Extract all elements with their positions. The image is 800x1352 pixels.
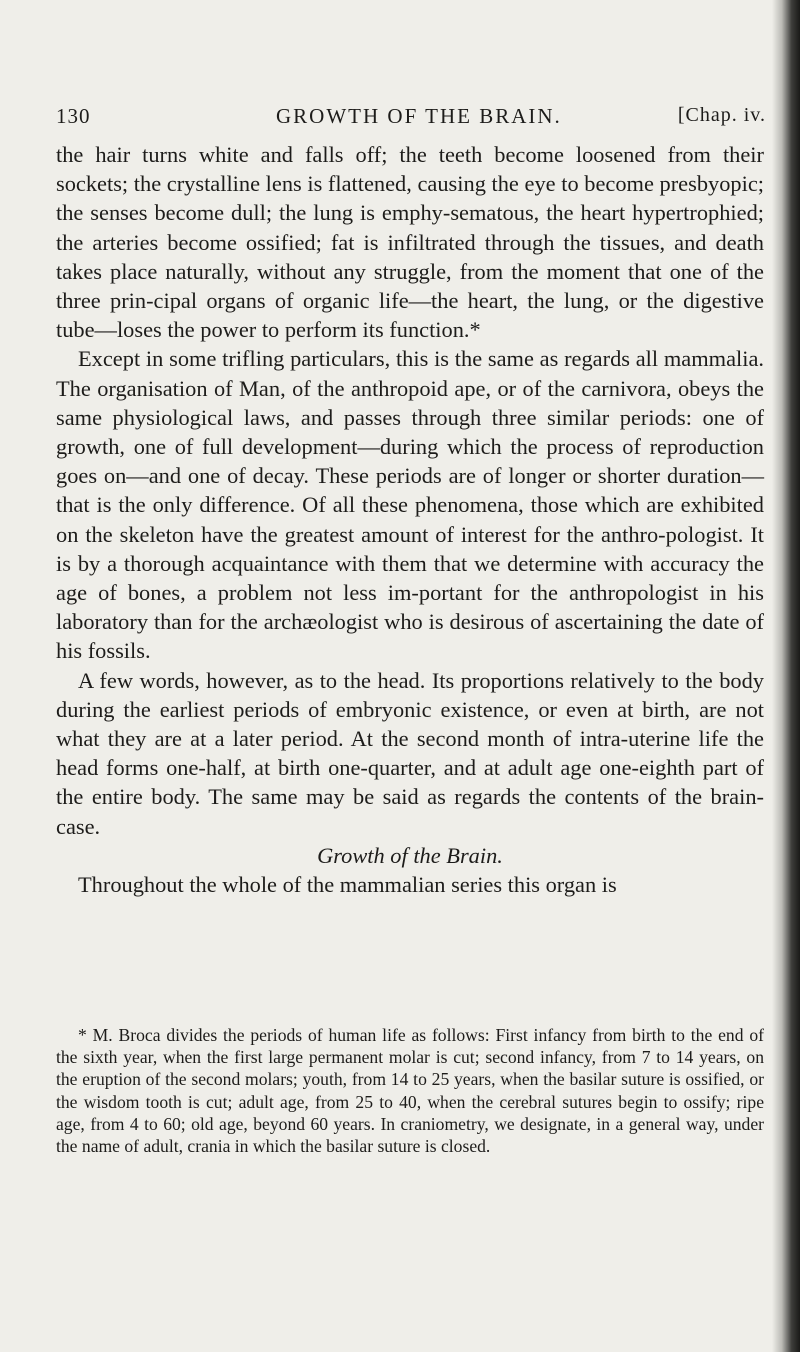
paragraph: A few words, however, as to the head. Its proportions relatively to the body during the earliest periods of embryonic existence, or even at birth, are not what they are at a later period. At the second month of intra-uterine life the head forms one-half, at birth one-quarter, and at adult age one-eighth part of the entire body. The same may be said as regards the contents of the brain-case. xyxy=(56,667,764,839)
running-header xyxy=(56,104,766,134)
chapter-reference: [Chap. iv. xyxy=(677,104,766,126)
paragraph: Throughout the whole of the mammalian series this organ is xyxy=(78,872,617,898)
running-title: GROWTH OF THE BRAIN. xyxy=(276,104,562,128)
paragraph: the hair turns white and falls off; the teeth become loosened from their sockets; the crystalline lens is flattened, causing the eye to become presbyopic; the senses become dull; the lung is emphy-sematous, the heart hypertrophied; the arteries become ossified; fat is infiltrated through the tissues, and death takes place naturally, without any struggle, from the moment that one of the three prin-cipal organs of organic life—the heart, the lung, or the digestive tube—loses the power to perform its function.* xyxy=(56,142,764,343)
paragraph: Except in some trifling particulars, this is the same as regards all mammalia. The organisation of Man, of the anthropoid ape, or of the carnivora, obeys the same physiological laws, and passes through three similar periods: one of growth, one of full development—during which the process of reproduction goes on—and one of decay. These periods are of longer or shorter duration—that is the only difference. Of all these phenomena, those which are exhibited on the skeleton have the greatest amount of interest for the anthro-pologist. It is by a thorough acquaintance with them that we determine with accuracy the age of bones, a problem not less im-portant for the anthropologist in his laboratory than for the archæologist who is desirous of ascertaining the date of his fossils. xyxy=(56,346,764,664)
footnote: * M. Broca divides the periods of human life as follows: First infancy from birth to the end of the sixth year, when the first large permanent molar is cut; second infancy, from 7 to 14 years, on the eruption of the second molars; youth, from 14 to 25 years, when the basilar suture is ossified, or the wisdom tooth is cut; adult age, from 25 to 40, when the cerebral sutures begin to ossify; ripe age, from 4 to 60; old age, beyond 60 years. In craniometry, we designate, in a general way, under the name of adult, crania in which the basilar suture is closed. xyxy=(56,1025,764,1157)
page-edge-shadow xyxy=(772,0,800,1352)
page-number: 130 xyxy=(56,104,91,128)
main-text xyxy=(56,140,764,899)
section-heading: Growth of the Brain. xyxy=(317,842,503,868)
